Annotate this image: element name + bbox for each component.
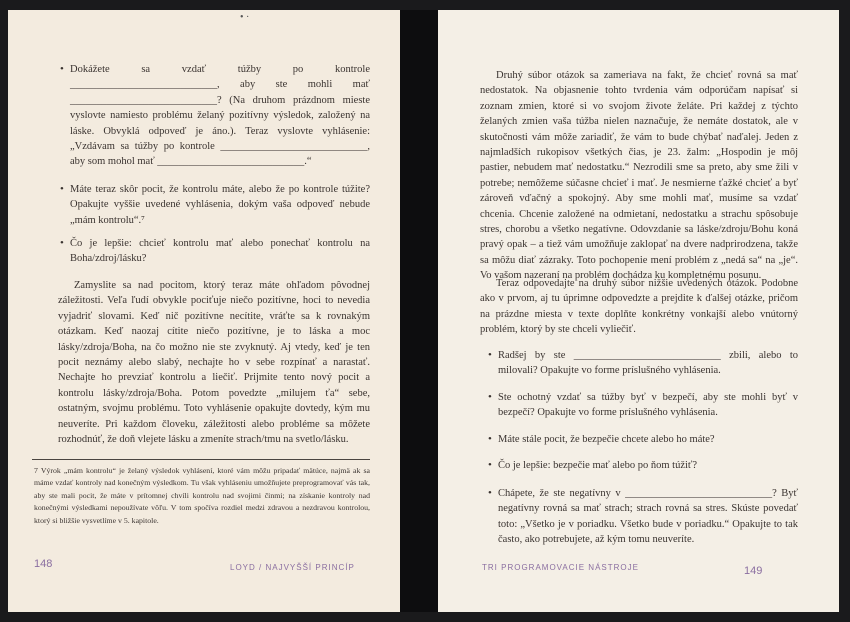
page-speck: • · <box>240 12 250 23</box>
left-page <box>8 10 400 612</box>
right-bullet-4: Čo je lepšie: bezpečie mať alebo po ňom túžiť? <box>498 460 698 471</box>
right-bullet-1: Radšej by ste ____________________________ zbili, alebo to milovali? Opakujte vo forme príslušného vyhlásenia. <box>498 350 798 377</box>
right-bullet-5: Chápete, že ste negatívny v ____________________________? Byť negatívny rovná sa mať strach; strach rovná sa stres. Skúste povedať toto: „Všetko je v poriadku. Všetko bude v poriadku.“ Opakujte to tak často, ako potrebujete, až kým tomu neuveríte. <box>498 488 798 546</box>
page-number: 149 <box>744 565 763 577</box>
right-paragraph-2: Teraz odpovedajte na druhý súbor nižšie uvedených otázok. Podobne ako v prvom, aj tu úprimne odpovedzte a prejdite k ďalšej otázke, pričom na prázdne miesta v texte doplňte konkrétny vonkajší alebo vnútorný problém, ktorý by ste chceli vyliečiť. <box>480 278 798 336</box>
bullet-dot-icon: • <box>60 183 64 195</box>
left-bullet-3: Čo je lepšie: chcieť kontrolu mať alebo ponechať kontrolu na Boha/zdroj/lásku? <box>70 238 370 265</box>
footnote: 7 Výrok „mám kontrolu“ je želaný výsledok vyhlásení, ktoré vám môžu pripadať mätúce, najmä ak sa máme vzdať kontroly nad konečným výsledkom. Tu však vyhláseniu umožňujete preprogramovať vás tak, aby ste mali pocit, že máte v prítomnej chvíli kontrolu nad svojimi činmi; na získanie kontroly nad konečnými výsledkami nepoužívate vôľu. V tom spočíva rozdiel medzi zdravou a nezdravou kontrolou, ktorý si bližšie vysvetlíme v 5. kapitole. <box>34 466 370 525</box>
page-number: 148 <box>34 558 53 570</box>
book-gutter <box>400 10 438 612</box>
bullet-dot-icon: • <box>60 63 64 75</box>
bullet-dot-icon: • <box>488 433 492 445</box>
left-bullet-1: Dokážete sa vzdať túžby po kontrole ____________________________, aby ste mohli mať ____________________________? (Na druhom prázdnom mieste vyslovte namiesto problému želaný pozitívny výsledok, založený na láske. Obvyklá odpoveď je áno.). Teraz vyslovte vyhlásenie: „Vzdávam sa túžby po kontrole ____________________________, aby som mohol mať ____________________________.“ <box>70 64 370 168</box>
right-bullet-2: Ste ochotný vzdať sa túžby byť v bezpečí, aby ste mohli byť v bezpečí? Opakujte vo forme príslušného vyhlásenia. <box>498 392 798 419</box>
footnote-rule <box>32 459 370 460</box>
running-head: TRI PROGRAMOVACIE NÁSTROJE <box>482 563 639 572</box>
running-head: LOYD / NAJVYŠŠÍ PRINCÍP <box>230 563 355 572</box>
right-bullet-3: Máte stále pocit, že bezpečie chcete alebo ho máte? <box>498 434 715 445</box>
bullet-dot-icon: • <box>488 487 492 499</box>
bullet-dot-icon: • <box>488 349 492 361</box>
right-page <box>438 10 839 612</box>
left-bullet-2: Máte teraz skôr pocit, že kontrolu máte, alebo že po kontrole túžite? Opakujte vyššie uvedené vyhlásenia, dokým vaša odpoveď nebude „mám kontrolu“.⁷ <box>70 184 370 226</box>
bullet-dot-icon: • <box>60 237 64 249</box>
bullet-dot-icon: • <box>488 459 492 471</box>
right-paragraph-1: Druhý súbor otázok sa zameriava na fakt, že chcieť rovná sa mať nedostatok. Na objasnenie tohto tvrdenia vám odporúčam napísať si zoznam zmien, ktoré si vo svojom živote želáte. Pri každej z týchto želaných zmien vaša túžba nielen naznačuje, že nemáte dostatok, ale v skutočnosti vám môže zariadiť, že vám to bude chýbať naďalej. Jeden z najmladších rukopisov všetkých čias, je 23. žalm: „Hospodin je môj pastier, nebudem mať nedostatku.“ Nezrodili sme sa preto, aby sme žili v potrebe; nemôžeme súčasne chcieť i mať. Je nesmierne ťažké chcieť a byť zároveň vďačný a spokojný. Aby sme mohli mať, musíme sa vzdať chcenia. Chcenie založené na odmietaní, nedostatku a strachu spôsobuje stres, chorobu a všetko negatívne. Odovzdanie sa láske/zdroju/Bohu koná pravý opak – a tiež vám umožňuje zaklopať na dvere nadprirodzena, takže sa môžu diať zázraky. Toto pochopenie mení problém z „nedá sa“ na „je“. Vo vašom nazeraní na problém dochádza ku kompletnému posunu. <box>480 70 798 282</box>
left-paragraph: Zamyslite sa nad pocitom, ktorý teraz máte ohľadom pôvodnej záležitosti. Veľa ľudí obvykle pociťuje niečo pozitívne, hoci to nevedia vyjadriť slovami. Keď nič pozitívne necítite, vráťte sa k rovnakým otázkam. Keď naozaj cítite niečo pozitívne, je to láska a moc lásky/zdroja/Boha, na čo možno nie ste zvyknutý. Aj vtedy, keď je ten pocit neznámy alebo slabý, nechajte ho v sebe rozpínať a narastať. Nechajte ho prevziať kontrolu a liečiť. Prijmite tento nový pocit a kontrolu lásky/zdroja/Boha. Potom povedzte „milujem ťa“ sebe, ostatným, svojmu problému. Toto vyhlásenie opakujte dovtedy, kým mu neuveríte. Pri každom človeku, záležitosti alebo probléme sa môžete rozhodnúť, že doň vlejete lásku a zmeníte strach/tmu na svetlo/lásku. <box>58 280 370 446</box>
bullet-dot-icon: • <box>488 391 492 403</box>
